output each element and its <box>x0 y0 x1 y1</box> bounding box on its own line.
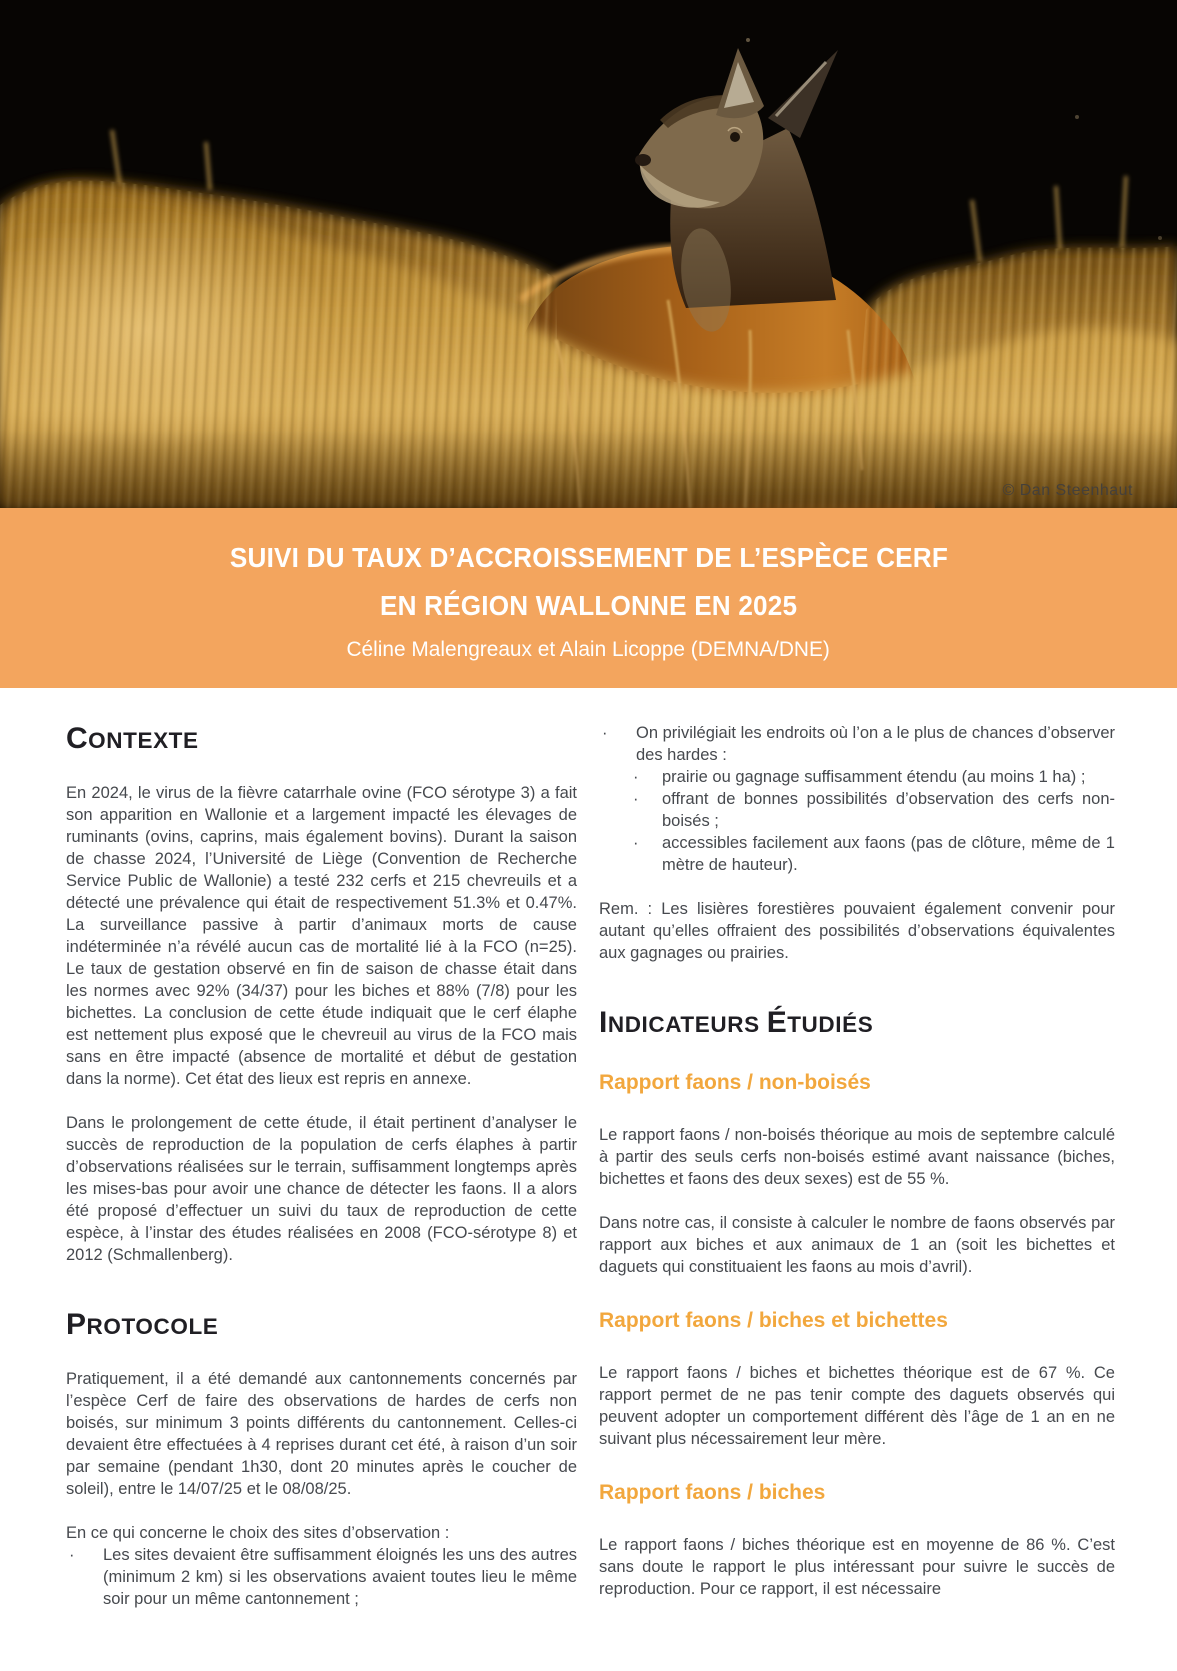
title-banner <box>0 508 1177 688</box>
remark-paragraph: Rem. : Les lisières forestières pouvaient également convenir pour autant qu’elles offraient des possibilités d’observations équivalentes aux gagnages ou prairies. <box>599 900 1115 962</box>
list-item <box>66 1544 577 1610</box>
deer-photo-illustration <box>0 0 1177 508</box>
contexte-paragraph-2: Dans le prolongement de cette étude, il était pertinent d’analyser le succès de reproduction de la population de cerfs élaphes à partir d’observations réalisées sur le terrain, suffisamment longtemps après les mises-bas pour avoir une chance de détecter les faons. Il a alors été proposé d’effectuer un suivi du taux de reproduction de cette espèce, à l’instar des études réalisées en 2008 (FCO-sérotype 8) et 2012 (Schmallenberg). <box>66 1114 577 1264</box>
rapport-non-boises-paragraph-1: Le rapport faons / non-boisés théorique au mois de septembre calculé à partir des seuls cerfs non-boisés estimé avant naissance (biches, bichettes et faons des deux sexes) est de 55 %. <box>599 1126 1115 1188</box>
hero-photo <box>0 0 1177 508</box>
protocole-sites-intro: En ce qui concerne le choix des sites d’observation : <box>66 1524 450 1542</box>
subheading-rapport-faons-non-boises: Rapport faons / non-boisés <box>599 1071 871 1094</box>
list-item-text: offrant de bonnes possibilités d’observation des cerfs non-boisés ; <box>662 790 1115 830</box>
report-title-line1: SUIVI DU TAUX D’ACCROISSEMENT DE L’ESPÈCE CERF <box>229 542 948 573</box>
photo-credit: © Dan Steenhaut <box>1002 482 1133 499</box>
right-column <box>599 722 1115 1622</box>
list-item <box>629 832 1115 876</box>
left-column <box>66 722 577 1622</box>
bullet-marker: · <box>633 768 639 786</box>
rapport-biches-bichettes-paragraph: Le rapport faons / biches et bichettes théorique est de 67 %. Ce rapport permet de ne pas tenir compte des daguets observés qui peuvent adopter un comportement différent dès l’âge de 1 an en ne suivant plus nécessairement leur mère. <box>599 1364 1115 1448</box>
section-heading-indicateurs: INDICATEURS ÉTUDIÉS <box>599 1006 874 1039</box>
report-title-line2: EN RÉGION WALLONNE EN 2025 <box>379 590 798 621</box>
contexte-paragraph-1: En 2024, le virus de la fièvre catarrhale ovine (FCO sérotype 3) a fait son apparition en Wallonie et a largement impacté les élevages de ruminants (ovins, caprins, mais également bovins). Durant la saison de chasse 2024, l’Université de Liège (Convention de Recherche Service Public de Wallonie) a testé 232 cerfs et 215 chevreuils et a détecté une prévalence qui était de respectivement 51.3% et 0.47%. La surveillance passive à partir d’animaux morts de cause indéterminée n’a révélé aucun cas de mortalité lié à la FCO (n=25). Le taux de gestation observé en fin de saison de chasse était dans les normes avec 92% (34/37) pour les biches et 88% (7/8) pour les bichettes. La conclusion de cette étude indiquait que le cerf élaphe est nettement plus exposé que le chevreuil au virus de la FCO mais sans en être impacté (absence de mortalité et début de gestation dans la norme). Cet état des lieux est repris en annexe. <box>66 784 577 1088</box>
report-authors: Céline Malengreaux et Alain Licoppe (DEMNA/DNE) <box>346 637 831 661</box>
list-item-text: prairie ou gagnage suffisamment étendu (au moins 1 ha) ; <box>662 768 1086 786</box>
document-body <box>0 688 1177 1622</box>
list-item-text: Les sites devaient être suffisamment éloignés les uns des autres (minimum 2 km) si les observations avaient toutes lieu le même soir pour un même cantonnement ; <box>103 1546 577 1608</box>
rapport-non-boises-paragraph-2: Dans notre cas, il consiste à calculer le nombre de faons observés par rapport aux biches et aux animaux de 1 an (soit les bichettes et daguets qui constituaient les faons au mois d’avril). <box>599 1214 1115 1276</box>
list-item-text: accessibles facilement aux faons (pas de clôture, même de 1 mètre de hauteur). <box>662 834 1115 874</box>
bullet-marker: · <box>633 834 639 852</box>
list-item <box>599 722 1115 766</box>
section-heading-protocole: PROTOCOLE <box>66 1308 219 1341</box>
sub-list <box>599 766 1115 876</box>
section-heading-contexte: CONTEXTE <box>66 722 199 755</box>
bullet-marker: · <box>602 724 608 742</box>
list-item <box>629 766 1115 788</box>
bullet-marker: · <box>69 1546 75 1564</box>
subheading-rapport-faons-biches: Rapport faons / biches <box>599 1481 826 1504</box>
protocole-paragraph: Pratiquement, il a été demandé aux cantonnements concernés par l’espèce Cerf de faire des observations de hardes de cerfs non boisés, sur minimum 3 points différents du cantonnement. Celles-ci devaient être effectuées à 4 reprises durant cet été, à raison d’un soir par semaine (pendant 1h30, dont 20 minutes après le coucher de soleil), entre le 14/07/25 et le 08/08/25. <box>66 1370 577 1498</box>
subheading-rapport-faons-biches-bichettes: Rapport faons / biches et bichettes <box>599 1309 948 1332</box>
list-item-text: On privilégiait les endroits où l’on a le plus de chances d’observer des hardes : <box>636 724 1115 764</box>
rapport-biches-paragraph: Le rapport faons / biches théorique est en moyenne de 86 %. C’est sans doute le rapport le plus intéressant pour suivre le succès de reproduction. Pour ce rapport, il est nécessaire <box>599 1536 1115 1598</box>
bullet-marker: · <box>633 790 639 808</box>
list-item <box>629 788 1115 832</box>
